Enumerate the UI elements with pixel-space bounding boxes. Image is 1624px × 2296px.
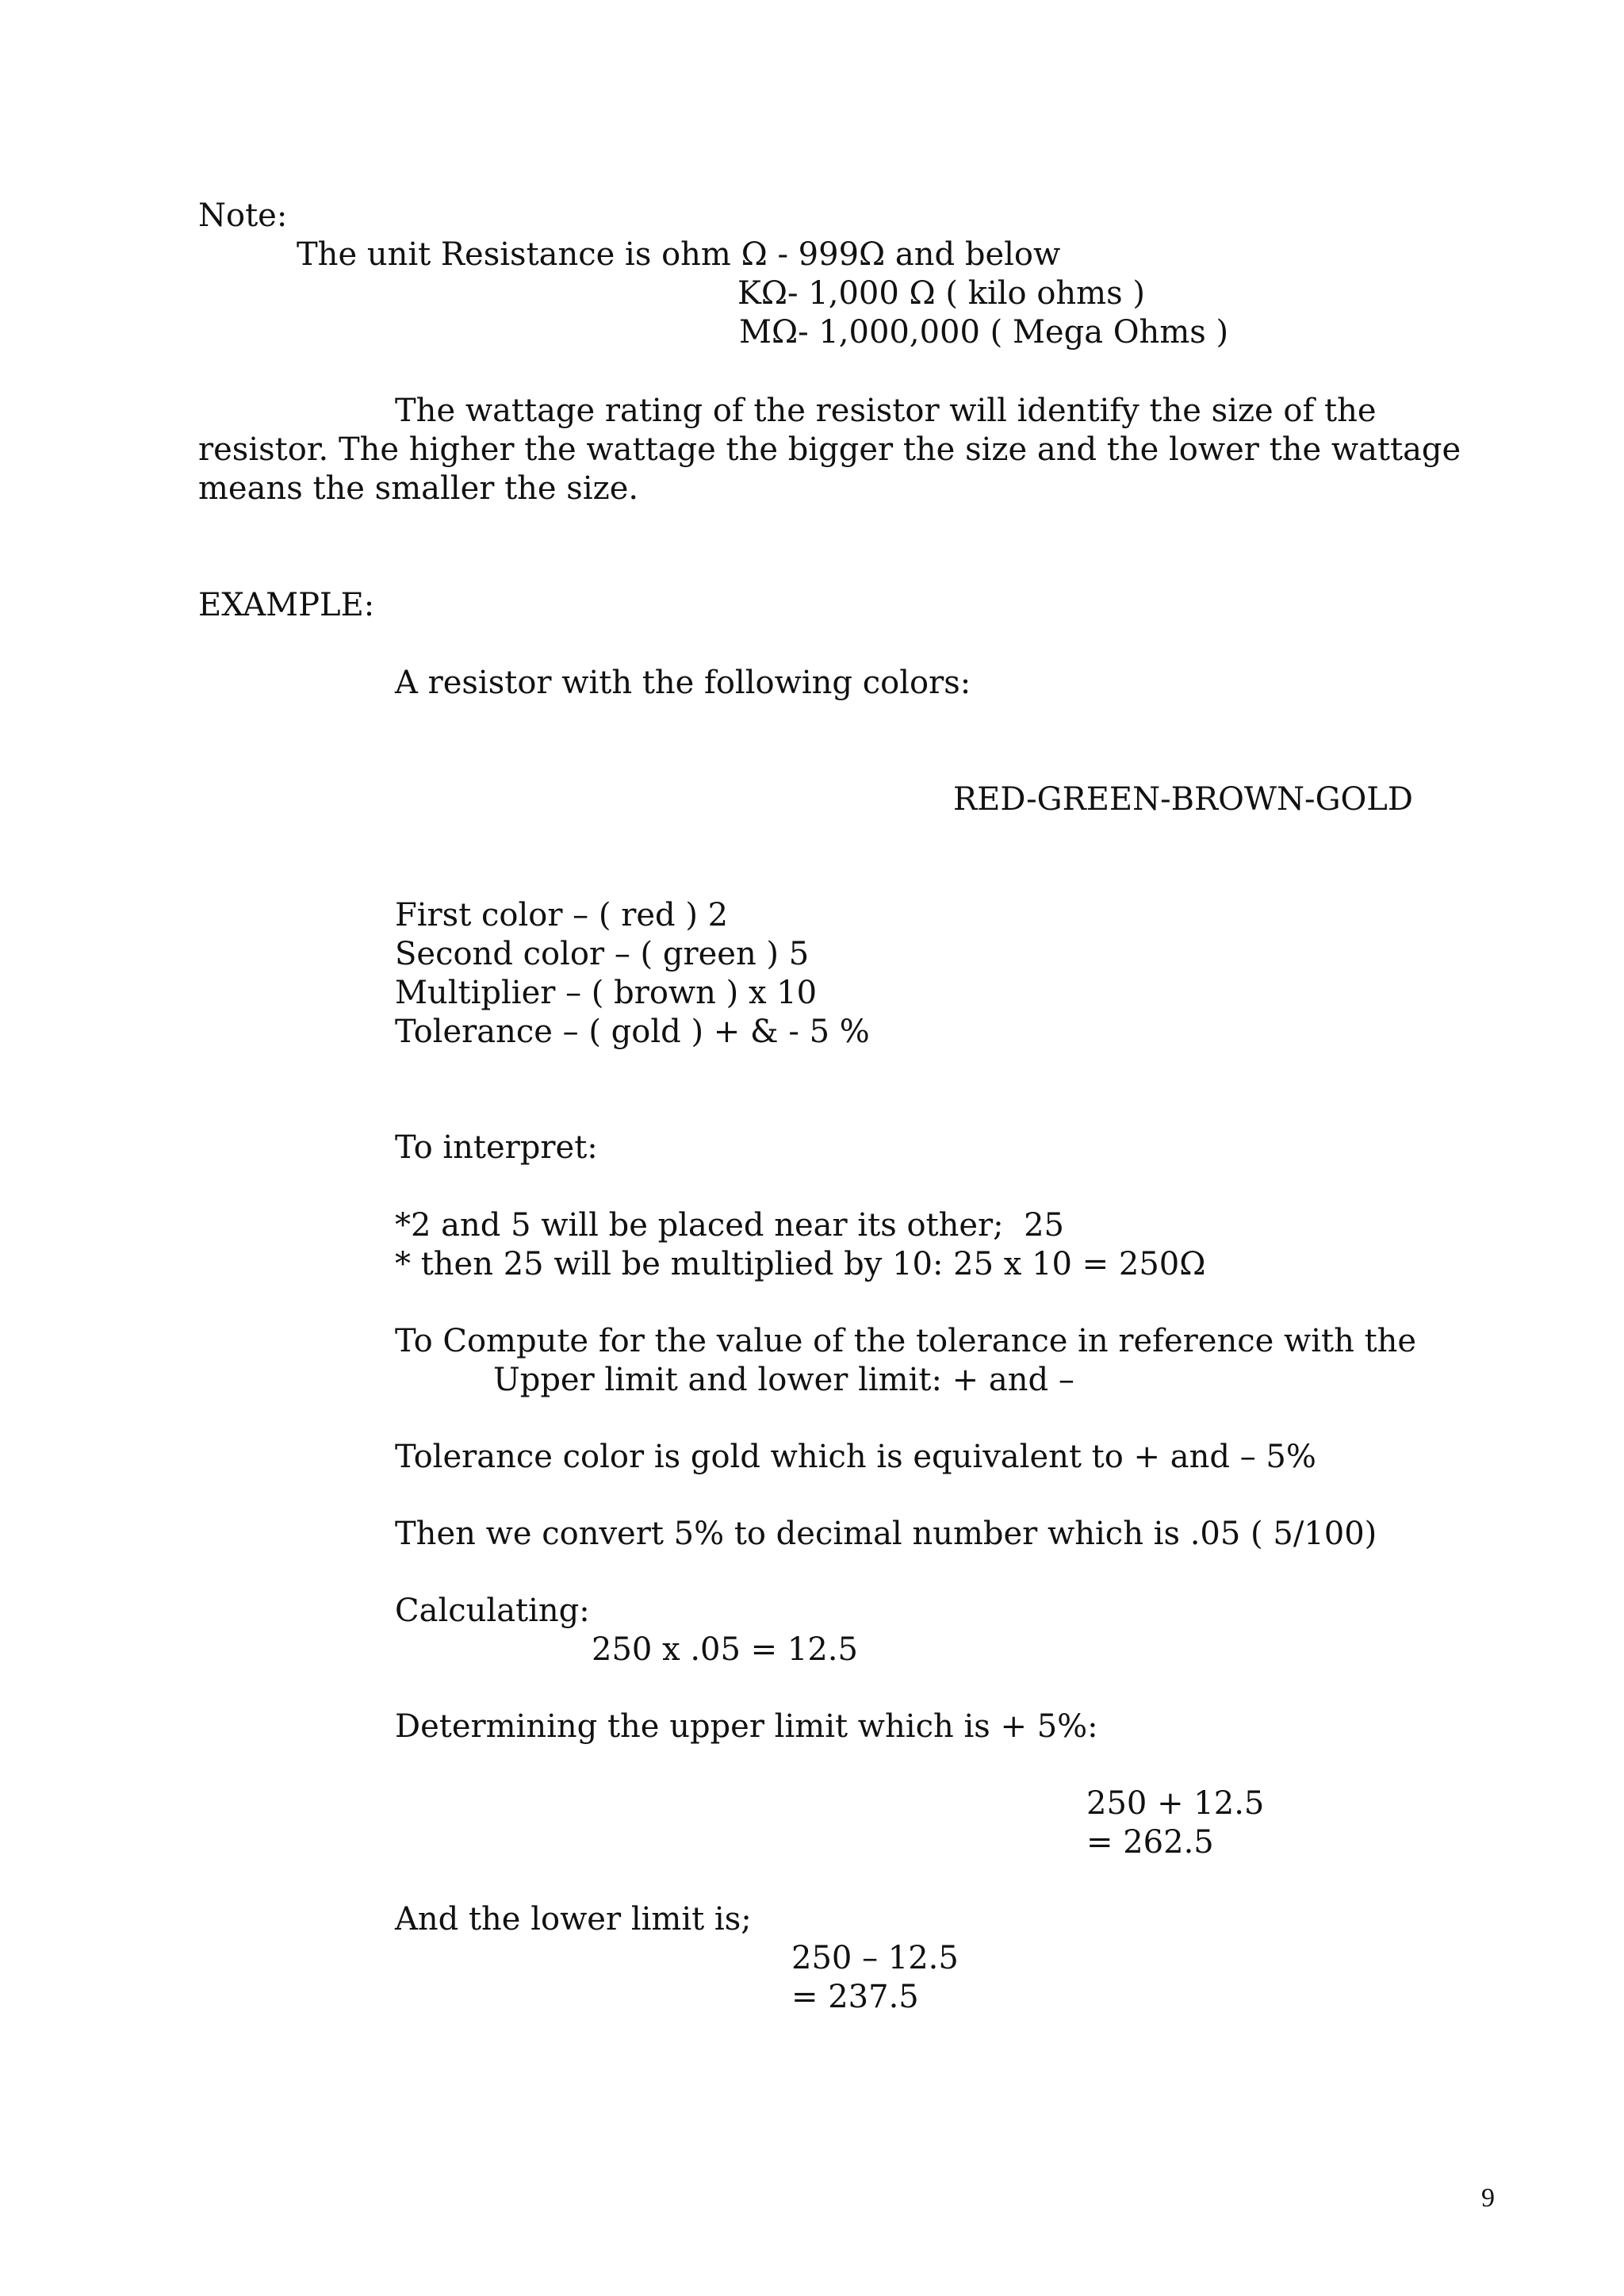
band-first-color: First color – ( red ) 2 [395, 897, 729, 933]
example-intro: A resistor with the following colors: [395, 665, 971, 701]
example-heading: EXAMPLE: [198, 587, 375, 623]
lower-limit-heading: And the lower limit is; [395, 1901, 752, 1938]
lower-limit-result: = 237.5 [791, 1979, 919, 2015]
kilo-ohm-line: KΩ- 1,000 Ω ( kilo ohms ) [737, 275, 1145, 312]
calculating-value: 250 x .05 = 12.5 [592, 1631, 858, 1668]
page-number: 9 [1481, 2183, 1495, 2213]
mega-ohm-line: MΩ- 1,000,000 ( Mega Ohms ) [739, 314, 1229, 351]
interpret-heading: To interpret: [395, 1129, 598, 1166]
wattage-paragraph-line-3: means the smaller the size. [198, 470, 639, 507]
upper-limit-expression: 250 + 12.5 [1086, 1785, 1265, 1822]
band-second-color: Second color – ( green ) 5 [395, 936, 810, 972]
band-tolerance: Tolerance – ( gold ) + & - 5 % [395, 1014, 870, 1050]
interpret-step-2: * then 25 will be multiplied by 10: 25 x 10 = 250Ω [395, 1246, 1206, 1282]
compute-line-1: To Compute for the value of the tolerance in reference with the [395, 1323, 1417, 1359]
unit-resistance-line: The unit Resistance is ohm Ω - 999Ω and below [297, 236, 1061, 273]
upper-limit-heading: Determining the upper limit which is + 5%: [395, 1708, 1098, 1745]
note-heading: Note: [198, 197, 288, 234]
interpret-step-1: *2 and 5 will be placed near its other; 25 [395, 1207, 1064, 1244]
convert-decimal-line: Then we convert 5% to decimal number which is .05 ( 5/100) [395, 1516, 1377, 1552]
lower-limit-expression: 250 – 12.5 [791, 1940, 959, 1976]
upper-limit-result: = 262.5 [1086, 1824, 1214, 1861]
tolerance-color-line: Tolerance color is gold which is equivalent to + and – 5% [395, 1439, 1316, 1475]
wattage-paragraph-line-2: resistor. The higher the wattage the bigger the size and the lower the wattage [198, 431, 1461, 468]
wattage-paragraph-line-1: The wattage rating of the resistor will identify the size of the [395, 393, 1377, 429]
compute-line-2: Upper limit and lower limit: + and – [493, 1362, 1074, 1398]
band-multiplier: Multiplier – ( brown ) x 10 [395, 975, 818, 1011]
resistor-color-code: RED-GREEN-BROWN-GOLD [953, 781, 1413, 818]
calculating-heading: Calculating: [395, 1593, 590, 1629]
